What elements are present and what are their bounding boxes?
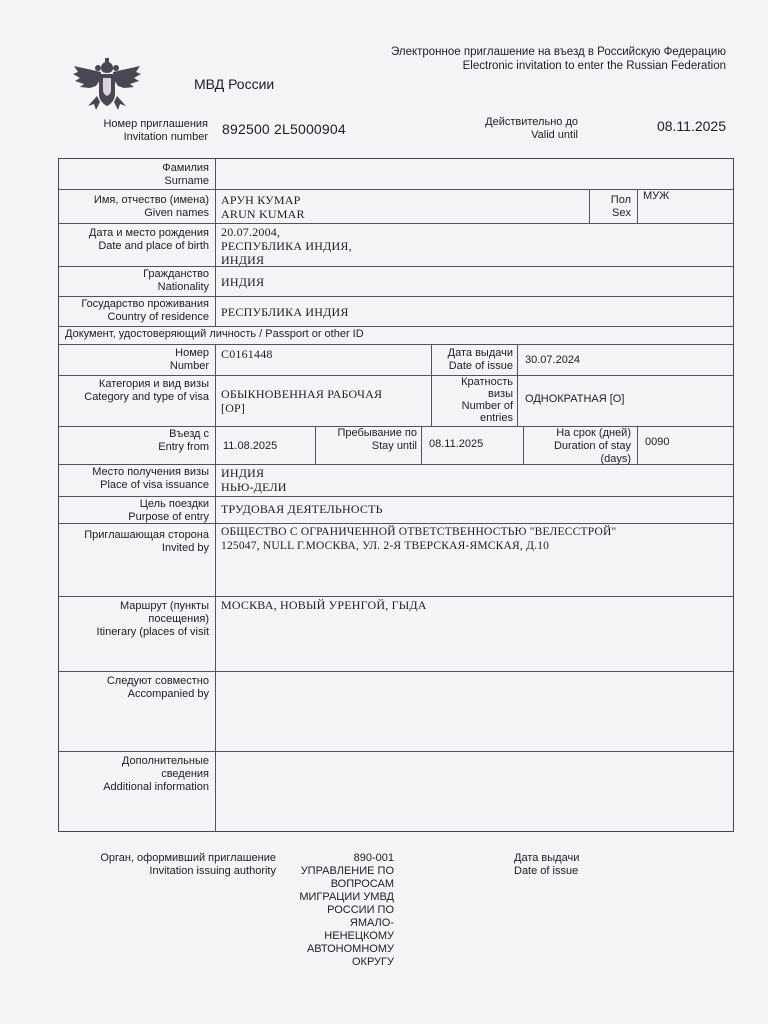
nationality-value: ИНДИЯ <box>221 275 265 289</box>
row-divider <box>59 496 733 497</box>
entry-from-label <box>59 428 209 454</box>
additional-info-label-3: Additional information <box>103 781 209 793</box>
entries-value: ОДНОКРАТНАЯ [O] <box>525 393 625 405</box>
invitation-number-label-en: Invitation number <box>123 131 208 143</box>
column-divider <box>431 375 432 426</box>
column-divider <box>589 189 590 223</box>
residence-label <box>59 298 209 324</box>
duration-label-en2: (days) <box>600 453 631 465</box>
birth-place-line2: ИНДИЯ <box>221 253 265 267</box>
entries-label-2: визы <box>488 388 513 400</box>
entries-label <box>433 376 513 424</box>
given-names-value-en: ARUN KUMAR <box>221 207 305 221</box>
row-divider <box>59 344 733 345</box>
issuing-authority-name-line: НЕНЕЦКОМУ <box>324 930 394 942</box>
nationality-label-en: Nationality <box>157 281 209 293</box>
stay-until-label <box>317 427 417 453</box>
duration-label <box>525 427 631 466</box>
invitation-number-label-ru: Номер приглашения <box>103 118 208 130</box>
passport-number-value: C0161448 <box>221 347 273 361</box>
stay-until-label-ru: Пребывание по <box>337 427 417 439</box>
birth-label-ru: Дата и место рождения <box>88 227 209 239</box>
birth-date: 20.07.2004, <box>221 225 281 239</box>
row-divider <box>59 751 733 752</box>
visa-place-label-ru: Место получения визы <box>92 466 209 478</box>
row-divider <box>59 296 733 297</box>
issuing-authority-name-line: РОССИИ ПО <box>327 904 394 916</box>
given-names-label-en: Given names <box>144 207 209 219</box>
visa-place-country: ИНДИЯ <box>221 466 265 480</box>
nationality-label-ru: Гражданство <box>143 268 209 280</box>
birth-label-en: Date and place of birth <box>98 240 209 252</box>
visa-place-city: НЬЮ-ДЕЛИ <box>221 480 287 494</box>
sex-value: МУЖ <box>643 190 670 202</box>
visa-category-label <box>59 378 209 404</box>
entry-from-label-ru: Въезд с <box>169 428 209 440</box>
invited-by-label-ru: Приглашающая сторона <box>84 529 209 541</box>
additional-info-label-1: Дополнительные <box>121 755 209 767</box>
row-divider <box>59 596 733 597</box>
itinerary-value: МОСКВА, НОВЫЙ УРЕНГОЙ, ГЫДА <box>221 598 427 612</box>
visa-category-line1: ОБЫКНОВЕННАЯ РАБОЧАЯ <box>221 387 383 401</box>
stay-until-label-en: Stay until <box>371 440 417 452</box>
birth-place-line1: РЕСПУБЛИКА ИНДИЯ, <box>221 239 352 253</box>
visa-place-label <box>59 466 209 492</box>
visa-category-value <box>221 387 382 415</box>
entries-label-1: Кратность <box>461 376 513 388</box>
visa-category-line2: [OP] <box>221 401 246 415</box>
column-divider <box>517 344 518 375</box>
nationality-label <box>59 268 209 294</box>
passport-section-title: Документ, удостоверяющий личность / Passport or other ID <box>65 328 364 340</box>
issue-date-label-en: Date of issue <box>448 360 513 372</box>
birth-label <box>59 227 209 253</box>
document-title-ru: Электронное приглашение на въезд в Российскую Федерацию <box>390 46 726 58</box>
issue-date-footer-label-en: Date of issue <box>514 865 579 877</box>
invited-by-address: 125047, NULL Г.МОСКВА, УЛ. 2-Я ТВЕРСКАЯ-ЯМСКАЯ, Д.10 <box>221 540 550 552</box>
row-divider <box>59 671 733 672</box>
entry-from-label-en: Entry from <box>158 441 209 453</box>
accompanied-label <box>59 675 209 701</box>
residence-label-ru: Государство проживания <box>81 298 209 310</box>
duration-label-en: Duration of stay <box>553 440 631 452</box>
row-divider <box>59 266 733 267</box>
sex-label-en: Sex <box>612 207 631 219</box>
stay-until-value: 08.11.2025 <box>429 438 484 450</box>
issue-date-value: 30.07.2024 <box>525 354 581 366</box>
ministry-name: МВД России <box>194 76 275 92</box>
surname-label-ru: Фамилия <box>162 162 209 174</box>
issue-date-footer-label-ru: Дата выдачи <box>514 852 580 864</box>
column-divider <box>637 189 638 223</box>
residence-label-en: Country of residence <box>107 311 209 323</box>
column-divider <box>421 426 422 464</box>
issue-date-footer-label <box>514 852 579 878</box>
visa-place-label-en: Place of visa issuance <box>100 479 209 491</box>
column-divider <box>215 159 216 326</box>
row-divider <box>59 464 733 465</box>
column-divider <box>523 426 524 464</box>
valid-until-date: 08.11.2025 <box>656 118 726 134</box>
issuing-authority-label-en: Invitation issuing authority <box>149 865 276 877</box>
surname-label-en: Surname <box>164 175 209 187</box>
sex-label-ru: Пол <box>610 194 631 206</box>
invited-by-organization: ОБЩЕСТВО С ОГРАНИЧЕННОЙ ОТВЕТСТВЕННОСТЬЮ "ВЕЛЕССТРОЙ" <box>221 526 617 538</box>
issuing-authority-name-line: ВОПРОСАМ <box>330 878 394 890</box>
duration-value: 0090 <box>645 436 670 448</box>
invited-by-label <box>59 529 209 555</box>
row-divider <box>59 223 733 224</box>
issue-date-label-ru: Дата выдачи <box>447 347 513 359</box>
column-divider <box>637 426 638 464</box>
additional-info-label <box>59 755 209 794</box>
itinerary-label-3: Itinerary (places of visit <box>96 626 209 638</box>
issue-date-label <box>433 347 513 373</box>
additional-info-label-2: сведения <box>161 768 209 780</box>
accompanied-label-en: Accompanied by <box>127 688 209 700</box>
issuing-authority-label-ru: Орган, оформивший приглашение <box>100 852 276 864</box>
issuing-authority-code: 890-001 <box>353 852 394 864</box>
purpose-label-ru: Цель поездки <box>139 498 209 510</box>
itinerary-label <box>59 600 209 639</box>
surname-label <box>59 162 209 188</box>
issuing-authority-name-line: УПРАВЛЕНИЕ ПО <box>300 865 394 877</box>
valid-until-label-en: Valid until <box>531 129 578 141</box>
purpose-value: ТРУДОВАЯ ДЕЯТЕЛЬНОСТЬ <box>221 502 383 516</box>
row-divider <box>59 189 733 190</box>
itinerary-label-2: посещения) <box>148 613 209 625</box>
document-title-en: Electronic invitation to enter the Russian Federation <box>462 60 726 72</box>
column-divider <box>315 426 316 464</box>
given-names-value <box>221 193 305 221</box>
issuing-authority-name-line: ОКРУГУ <box>352 956 394 968</box>
visa-category-label-en: Category and type of visa <box>84 391 209 403</box>
entries-label-4: entries <box>479 412 513 424</box>
visa-category-label-ru: Категория и вид визы <box>98 378 209 390</box>
invited-by-label-en: Invited by <box>161 542 209 554</box>
issuing-authority-name-line: АВТОНОМНОМУ <box>306 943 394 955</box>
passport-number-label-ru: Номер <box>175 347 209 359</box>
passport-number-label <box>59 347 209 373</box>
purpose-label-en: Purpose of entry <box>128 511 209 523</box>
accompanied-label-ru: Следуют совместно <box>106 675 209 687</box>
invitation-form-table <box>58 158 734 832</box>
given-names-label-ru: Имя, отчество (имена) <box>93 194 209 206</box>
sex-label <box>591 194 631 220</box>
itinerary-label-1: Маршрут (пункты <box>119 600 209 612</box>
entry-from-value: 11.08.2025 <box>223 440 278 452</box>
double-headed-eagle-icon <box>72 56 142 112</box>
invitation-number: 892500 2L5000904 <box>222 121 346 137</box>
invitation-number-label <box>60 118 208 144</box>
given-names-value-ru: АРУН КУМАР <box>221 193 301 207</box>
issuing-authority-name-line: МИГРАЦИИ УМВД <box>299 891 394 903</box>
invited-by-value <box>221 525 616 553</box>
column-divider <box>431 344 432 375</box>
valid-until-label-ru: Действительно до <box>485 116 578 128</box>
valid-until-label <box>440 116 578 142</box>
duration-label-ru: На срок (дней) <box>556 427 631 439</box>
birth-value <box>221 225 352 267</box>
column-divider <box>517 375 518 426</box>
issuing-authority-label <box>60 852 276 878</box>
residence-value: РЕСПУБЛИКА ИНДИЯ <box>221 305 349 319</box>
row-divider <box>59 326 733 327</box>
purpose-label <box>59 498 209 524</box>
issuing-authority-value <box>280 852 394 969</box>
issuing-authority-name-line: ЯМАЛО- <box>349 917 394 929</box>
row-divider <box>59 375 733 376</box>
given-names-label <box>59 194 209 220</box>
passport-number-label-en: Number <box>169 360 209 372</box>
column-divider <box>215 344 216 832</box>
visa-place-value <box>221 466 287 494</box>
entries-label-3: Number of <box>461 400 513 412</box>
